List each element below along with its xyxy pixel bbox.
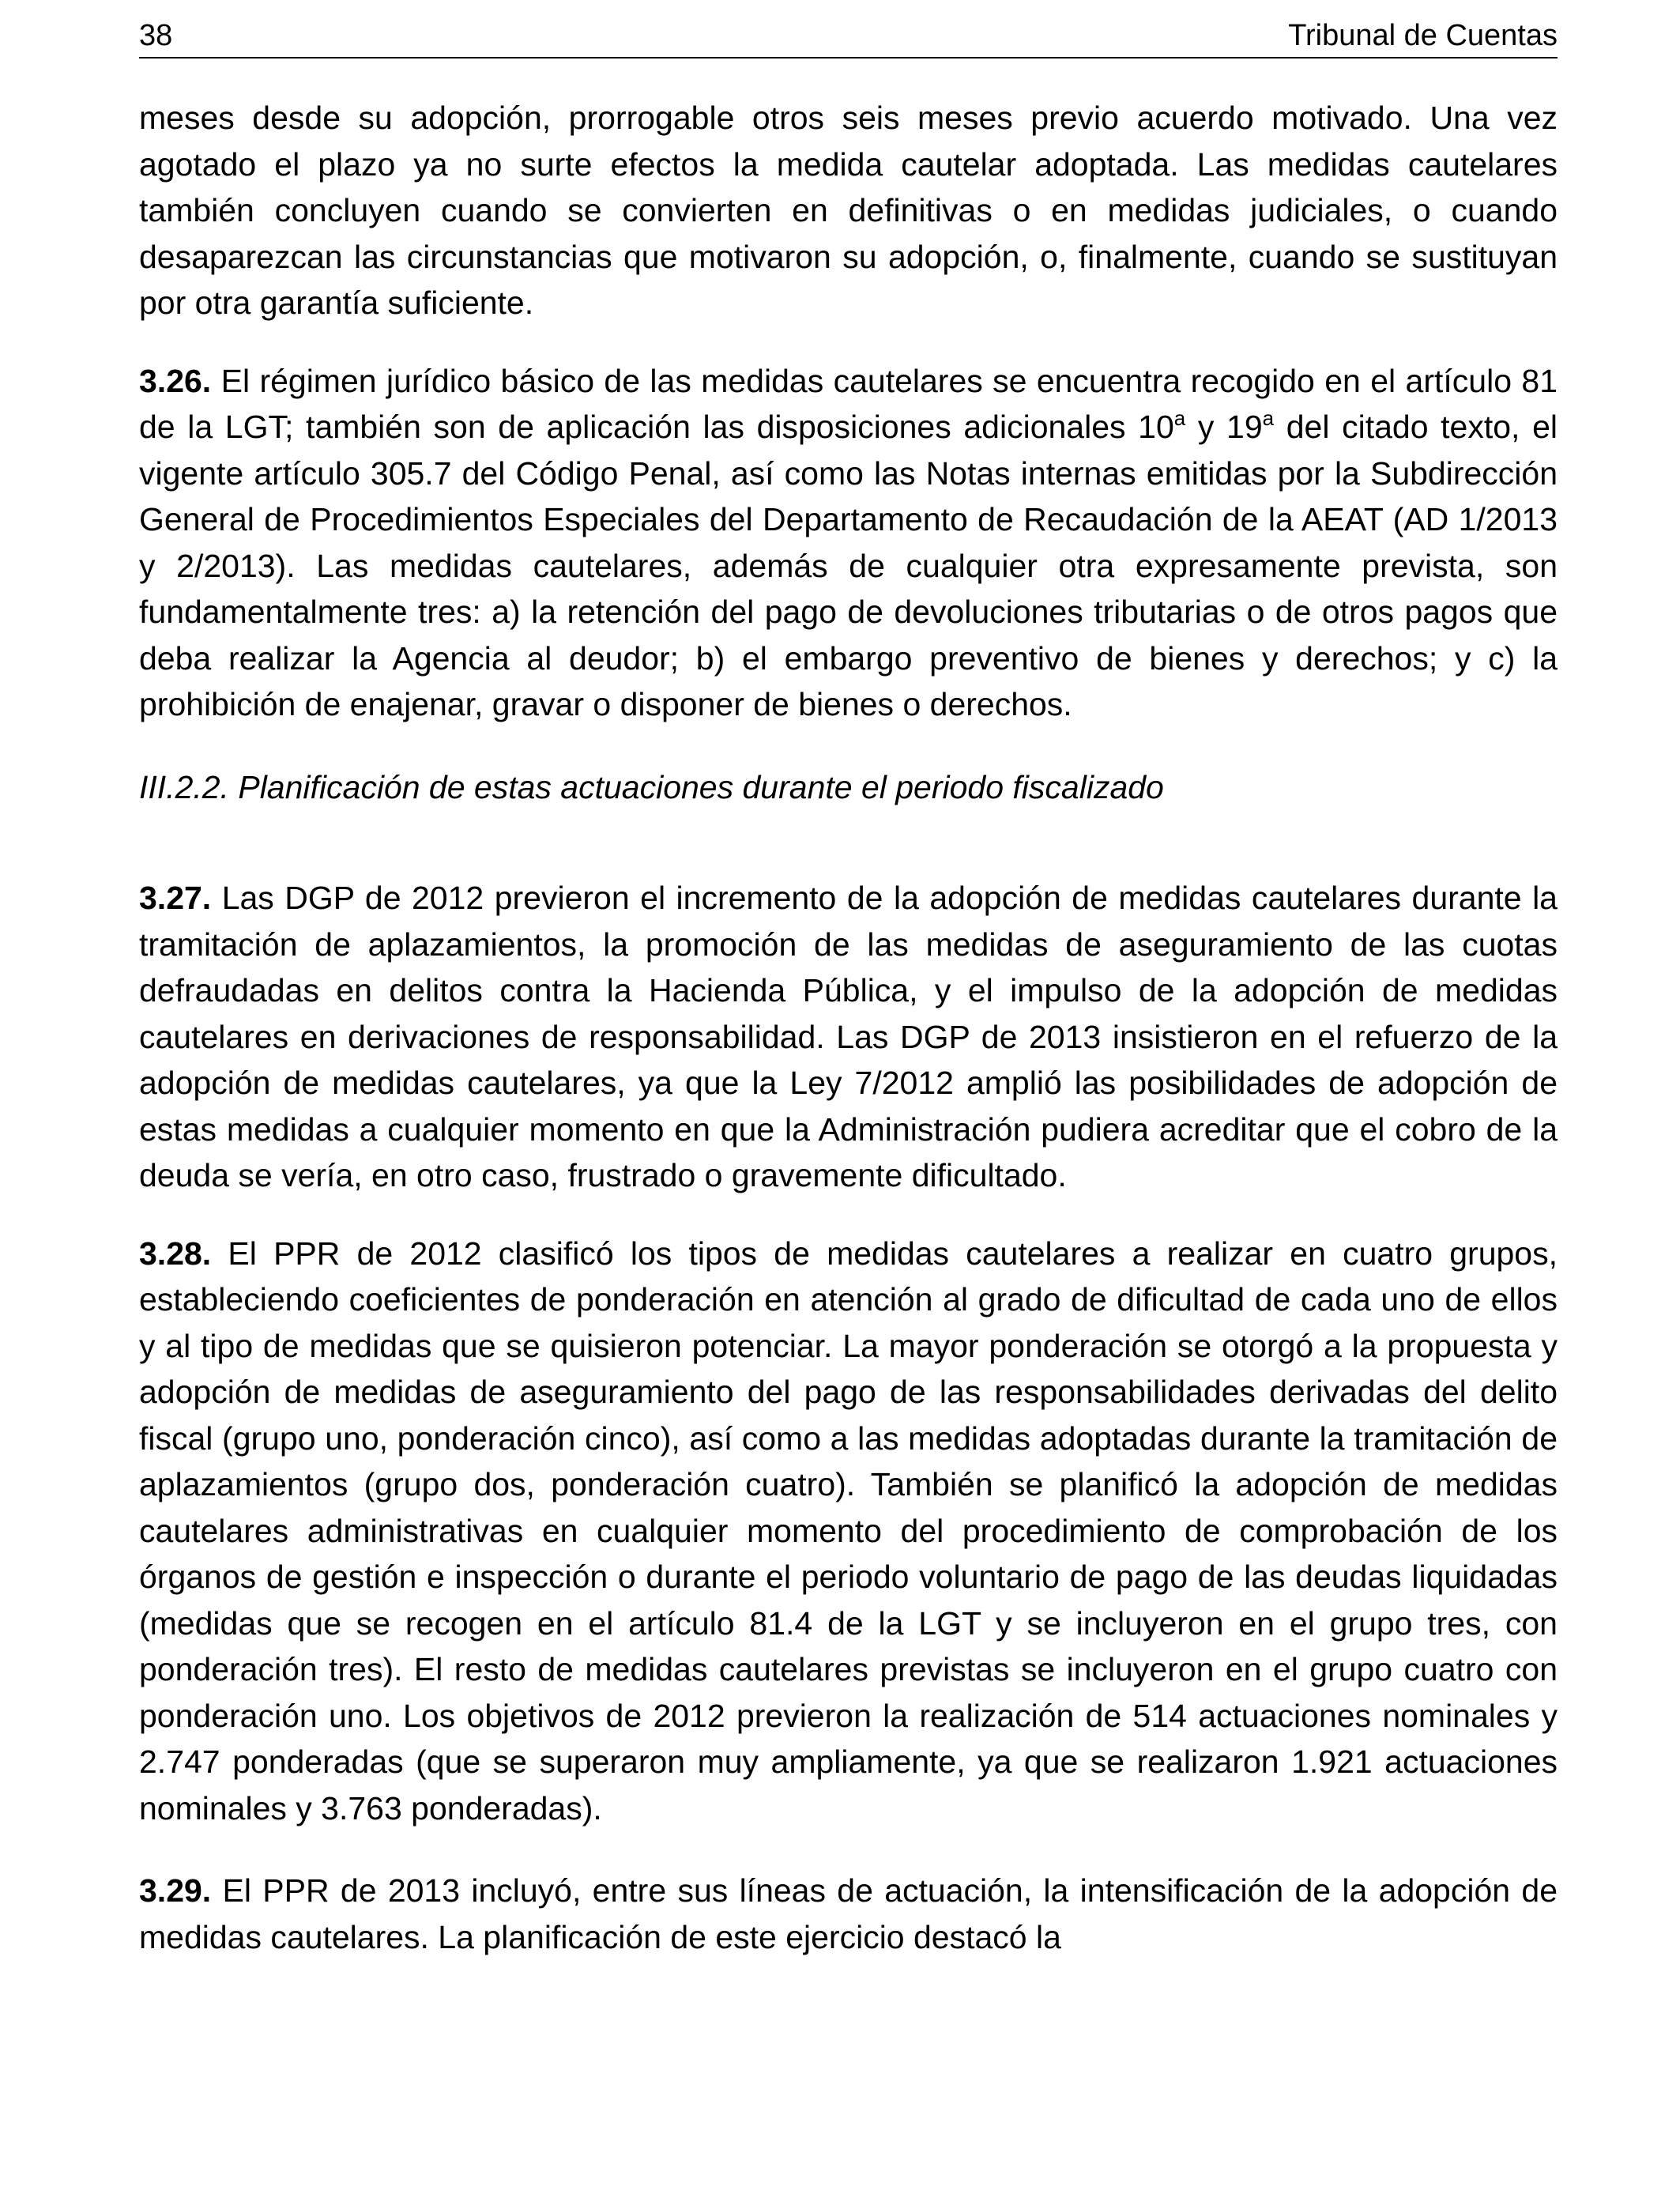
paragraph-text: El PPR de 2012 clasificó los tipos de medidas cautelares a realizar en cuatro grupos, estableciendo coeficientes de ponderación en atención al grado de dificultad de cada uno de ellos y al tipo de medidas que se quisieron potenciar. La mayor ponderación se otorgó a la propuesta y adopción de medidas de aseguramiento del pago de las responsabilidades derivadas del delito fiscal (grupo uno, ponderación cinco), así como a las medidas adoptadas durante la tramitación de aplazamientos (grupo dos, ponderación cuatro). También se planificó la adopción de medidas cautelares administrativas en cualquier momento del procedimiento de comprobación de los órganos de gestión e inspección o durante el periodo voluntario de pago de las deudas liquidadas (medidas que se recogen en el artículo 81.4 de la LGT y se incluyeron en el grupo tres, con ponderación tres). El resto de medidas cautelares previstas se incluyeron en el grupo cuatro con ponderación uno. Los objetivos de 2012 previeron la realización de 514 actuaciones nominales y 2.747 ponderadas (que se superaron muy ampliamente, ya que se realizaron 1.921 actuaciones nominales y 3.763 ponderadas). bbox=[139, 1235, 1558, 1826]
paragraph-number: 3.29. bbox=[139, 1872, 212, 1909]
superscript: a bbox=[1173, 406, 1186, 430]
paragraph-number: 3.27. bbox=[139, 880, 212, 916]
body-text bbox=[139, 95, 1558, 1960]
running-title: Tribunal de Cuentas bbox=[1288, 19, 1558, 52]
paragraph-3-26 bbox=[139, 358, 1558, 728]
paragraph-number: 3.26. bbox=[139, 362, 212, 399]
page-header bbox=[139, 14, 1558, 58]
paragraph-text: El PPR de 2013 incluyó, entre sus líneas de actuación, la intensificación de la adopción de medidas cautelares. La planificación de este ejercicio destacó la bbox=[139, 1872, 1558, 1955]
section-heading: III.2.2. Planificación de estas actuaciones durante el periodo fiscalizado bbox=[139, 768, 1164, 805]
paragraph-3-28 bbox=[139, 1231, 1558, 1832]
page-number: 38 bbox=[139, 19, 173, 52]
paragraph-text: El régimen jurídico básico de las medidas cautelares se encuentra recogido en el artículo 81 de la LGT; también son de aplicación las disposiciones adicionales 10 bbox=[139, 362, 1558, 445]
paragraph-3-29 bbox=[139, 1868, 1558, 1960]
paragraph-number: 3.28. bbox=[139, 1235, 212, 1272]
paragraph-text: y 19 bbox=[1185, 409, 1263, 445]
paragraph-continuation bbox=[139, 95, 1558, 326]
superscript: a bbox=[1262, 406, 1275, 430]
paragraph-text: del citado texto, el vigente artículo 305.7 del Código Penal, así como las Notas internas emitidas por la Subdirección General de Procedimientos Especiales del Departamento de Recaudación de la AEAT (AD 1/2013 y 2/2013). Las medidas cautelares, además de cualquier otra expresamente prevista, son fundamentalmente tres: a) la retención del pago de devoluciones tributarias o de otros pagos que deba realizar la Agencia al deudor; b) el embargo preventivo de bienes y derechos; y c) la prohibición de enajenar, gravar o disponer de bienes o derechos. bbox=[139, 409, 1558, 722]
paragraph-text: meses desde su adopción, prorrogable otros seis meses previo acuerdo motivado. Una vez agotado el plazo ya no surte efectos la medida cautelar adoptada. Las medidas cautelares también concluyen cuando se convierten en definitivas o en medidas judiciales, o cuando desaparezcan las circunstancias que motivaron su adopción, o, finalmente, cuando se sustituyan por otra garantía suficiente. bbox=[139, 100, 1558, 321]
paragraph-text: Las DGP de 2012 previeron el incremento de la adopción de medidas cautelares durante la tramitación de aplazamientos, la promoción de las medidas de aseguramiento de las cuotas defraudadas en delitos contra la Hacienda Pública, y el impulso de la adopción de medidas cautelares en derivaciones de responsabilidad. Las DGP de 2013 insistieron en el refuerzo de la adopción de medidas cautelares, ya que la Ley 7/2012 amplió las posibilidades de adopción de estas medidas a cualquier momento en que la Administración pudiera acreditar que el cobro de la deuda se vería, en otro caso, frustrado o gravemente dificultado. bbox=[139, 880, 1558, 1193]
paragraph-3-27 bbox=[139, 875, 1558, 1199]
